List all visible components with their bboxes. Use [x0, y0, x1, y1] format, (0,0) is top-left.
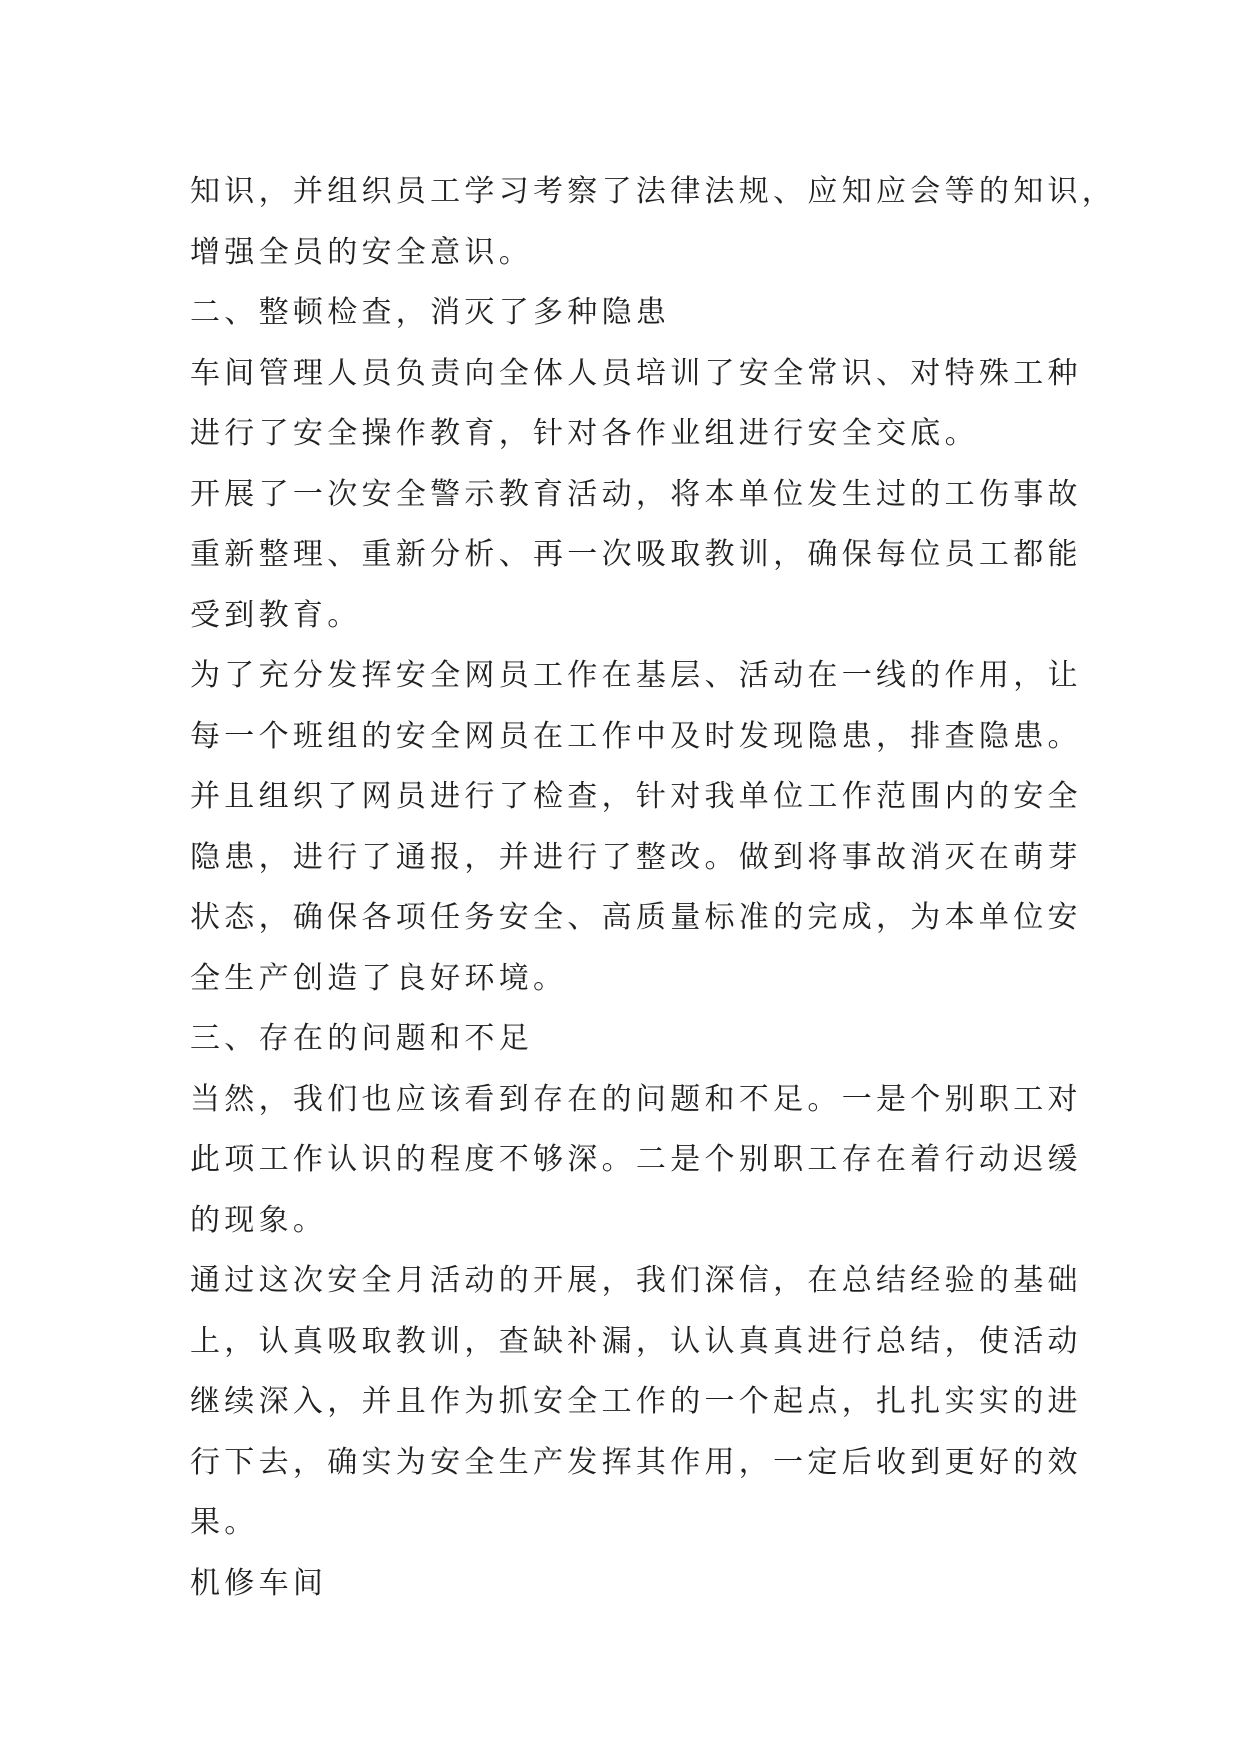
body-text-line: 增强全员的安全意识。 — [190, 234, 533, 270]
body-text-line: 进行了安全操作教育，针对各作业组进行安全交底。 — [190, 416, 979, 451]
body-text-line: 当然，我们也应该看到存在的问题和不足。一是个别职工对 — [190, 1081, 1082, 1117]
section-heading: 二、整顿检查，消灭了多种隐患 — [190, 295, 671, 330]
body-text-line: 全生产创造了良好环境。 — [190, 960, 568, 996]
body-text-line: 开展了一次安全警示教育活动，将本单位发生过的工伤事故 — [190, 476, 1082, 512]
signature-department: 机修车间 — [190, 1565, 328, 1601]
body-text-line: 每一个班组的安全网员在工作中及时发现隐患，排查隐患。 — [190, 718, 1082, 754]
body-text-line: 上，认真吸取教训，查缺补漏，认认真真进行总结，使活动 — [190, 1323, 1082, 1359]
body-text-line: 继续深入，并且作为抓安全工作的一个起点，扎扎实实的进 — [190, 1384, 1082, 1419]
body-text-line: 的现象。 — [190, 1202, 328, 1238]
document-body — [190, 162, 1117, 1614]
body-text-line: 通过这次安全月活动的开展，我们深信，在总结经验的基础 — [190, 1263, 1082, 1298]
body-text-line: 果。 — [190, 1505, 259, 1540]
body-text-line: 知识，并组织员工学习考察了法律法规、应知应会等的知识， — [190, 174, 1117, 209]
body-text-line: 此项工作认识的程度不够深。二是个别职工存在着行动迟缓 — [190, 1142, 1082, 1177]
body-text-line: 并且组织了网员进行了检查，针对我单位工作范围内的安全 — [190, 779, 1082, 814]
section-heading: 三、存在的问题和不足 — [190, 1021, 533, 1056]
body-text-line: 车间管理人员负责向全体人员培训了安全常识、对特殊工种 — [190, 355, 1082, 391]
body-text-line: 受到教育。 — [190, 597, 362, 633]
body-text-line: 行下去，确实为安全生产发挥其作用，一定后收到更好的效 — [190, 1444, 1082, 1480]
body-text-line: 为了充分发挥安全网员工作在基层、活动在一线的作用，让 — [190, 658, 1082, 693]
body-text-line: 状态，确保各项任务安全、高质量标准的完成，为本单位安 — [190, 900, 1082, 935]
body-text-line: 隐患，进行了通报，并进行了整改。做到将事故消灭在萌芽 — [190, 839, 1082, 875]
body-text-line: 重新整理、重新分析、再一次吸取教训，确保每位员工都能 — [190, 537, 1082, 572]
